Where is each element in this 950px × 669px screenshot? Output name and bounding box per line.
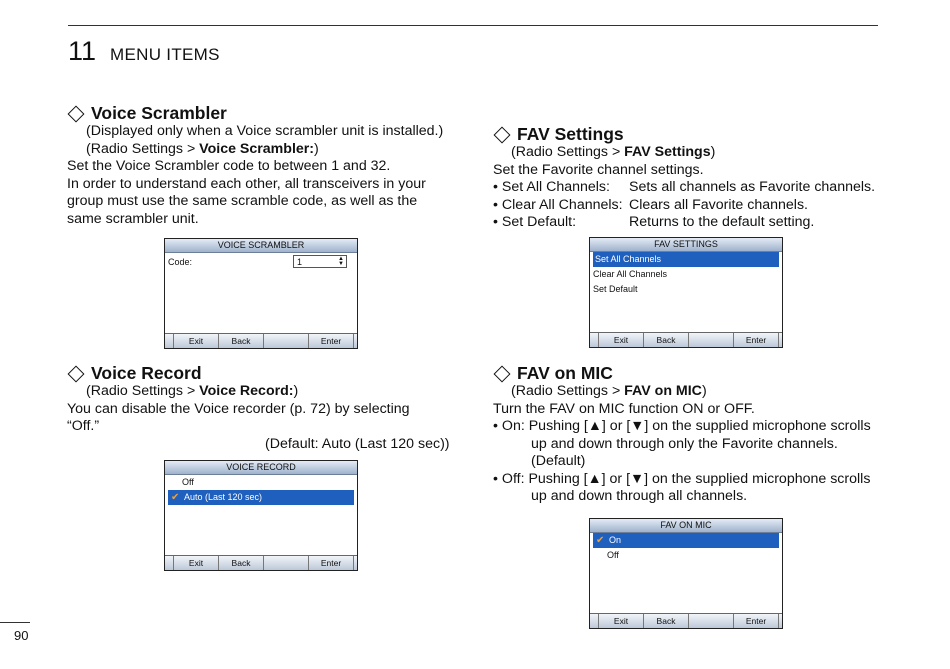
voice-scrambler-path: (Radio Settings > Voice Scrambler:) — [86, 141, 319, 157]
fav-on-mic-heading: FAV on MIC — [493, 363, 613, 384]
voice-scrambler-note: (Displayed only when a Voice scrambler unit is installed.) — [86, 123, 444, 139]
diamond-icon — [68, 365, 85, 382]
chapter-title: MENU ITEMS — [110, 45, 220, 64]
header-rule — [68, 25, 878, 26]
list-item-on[interactable]: ✔ On — [593, 533, 779, 548]
back-button[interactable]: Back — [644, 333, 689, 347]
voice-record-default: (Default: Auto (Last 120 sec)) — [265, 436, 450, 452]
back-button[interactable]: Back — [219, 334, 264, 348]
option-desc: Sets all channels as Favorite channels. — [629, 179, 876, 195]
option-desc: Clears all Favorite channels. — [629, 197, 808, 213]
option-label: • Set All Channels: — [493, 179, 610, 195]
enter-button[interactable]: Enter — [309, 556, 354, 570]
fav-on-mic-screen — [589, 518, 783, 629]
voice-record-path: (Radio Settings > Voice Record:) — [86, 383, 299, 399]
screen-title: VOICE RECORD — [165, 461, 357, 475]
option-label: • Set Default: — [493, 214, 577, 230]
fav-on-mic-off-1: • Off: Pushing [▲] or [▼] on the supplied microphone scrolls — [493, 471, 871, 487]
chapter-header — [68, 36, 220, 67]
back-button[interactable]: Back — [644, 614, 689, 628]
voice-record-body-2: “Off.” — [67, 418, 100, 434]
list-item-auto[interactable]: ✔ Auto (Last 120 sec) — [168, 490, 354, 505]
diamond-icon — [494, 126, 511, 143]
softkey-bar — [590, 332, 782, 347]
fav-on-mic-off-2: up and down through all channels. — [531, 488, 748, 504]
back-button[interactable]: Back — [219, 556, 264, 570]
voice-record-body-1: You can disable the Voice recorder (p. 72) by selecting — [67, 401, 410, 417]
softkey-bar — [590, 613, 782, 628]
exit-button[interactable]: Exit — [174, 334, 219, 348]
fav-on-mic-intro: Turn the FAV on MIC function ON or OFF. — [493, 401, 755, 417]
fav-settings-heading: FAV Settings — [493, 124, 624, 145]
enter-button[interactable]: Enter — [309, 334, 354, 348]
list-item-set-default[interactable]: Set Default — [593, 284, 638, 294]
fav-on-mic-path: (Radio Settings > FAV on MIC) — [511, 383, 707, 399]
exit-button[interactable]: Exit — [174, 556, 219, 570]
exit-button[interactable]: Exit — [599, 333, 644, 347]
fav-settings-screen — [589, 237, 783, 348]
diamond-icon — [494, 365, 511, 382]
fav-settings-intro: Set the Favorite channel settings. — [493, 162, 704, 178]
voice-record-heading: Voice Record — [67, 363, 202, 384]
footer-rule — [0, 622, 30, 623]
enter-button[interactable]: Enter — [734, 333, 779, 347]
chapter-number: 11 — [68, 36, 97, 66]
voice-scrambler-heading: Voice Scrambler — [67, 103, 227, 124]
spin-arrows-icon[interactable]: ▲ ▼ — [338, 256, 344, 267]
list-item-off[interactable]: Off — [607, 550, 619, 560]
screen-title: FAV SETTINGS — [590, 238, 782, 252]
voice-scrambler-body-4: same scrambler unit. — [67, 211, 199, 227]
voice-scrambler-body-1: Set the Voice Scrambler code to between 1 and 32. — [67, 158, 391, 174]
screen-title: FAV ON MIC — [590, 519, 782, 533]
fav-on-mic-on-1: • On: Pushing [▲] or [▼] on the supplied microphone scrolls — [493, 418, 871, 434]
voice-scrambler-body-3: group must use the same scramble code, as well as the — [67, 193, 418, 209]
voice-scrambler-screen — [164, 238, 358, 349]
option-label: • Clear All Channels: — [493, 197, 623, 213]
softkey-bar — [165, 333, 357, 348]
diamond-icon — [68, 105, 85, 122]
softkey-bar — [165, 555, 357, 570]
list-item-set-all[interactable]: Set All Channels — [593, 252, 779, 267]
voice-record-screen — [164, 460, 358, 571]
list-item-clear-all[interactable]: Clear All Channels — [593, 269, 668, 279]
enter-button[interactable]: Enter — [734, 614, 779, 628]
checkmark-icon: ✔ — [596, 535, 605, 546]
list-item-off[interactable]: Off — [182, 477, 194, 487]
page-number: 90 — [14, 628, 29, 643]
fav-on-mic-on-3: (Default) — [531, 453, 586, 469]
checkmark-icon: ✔ — [171, 492, 180, 503]
screen-title: VOICE SCRAMBLER — [165, 239, 357, 253]
fav-on-mic-on-2: up and down through only the Favorite channels. — [531, 436, 838, 452]
option-desc: Returns to the default setting. — [629, 214, 815, 230]
code-label: Code: — [168, 257, 193, 267]
code-stepper[interactable]: 1 ▲ ▼ — [293, 255, 347, 268]
voice-scrambler-body-2: In order to understand each other, all transceivers in your — [67, 176, 426, 192]
exit-button[interactable]: Exit — [599, 614, 644, 628]
fav-settings-path: (Radio Settings > FAV Settings) — [511, 144, 716, 160]
